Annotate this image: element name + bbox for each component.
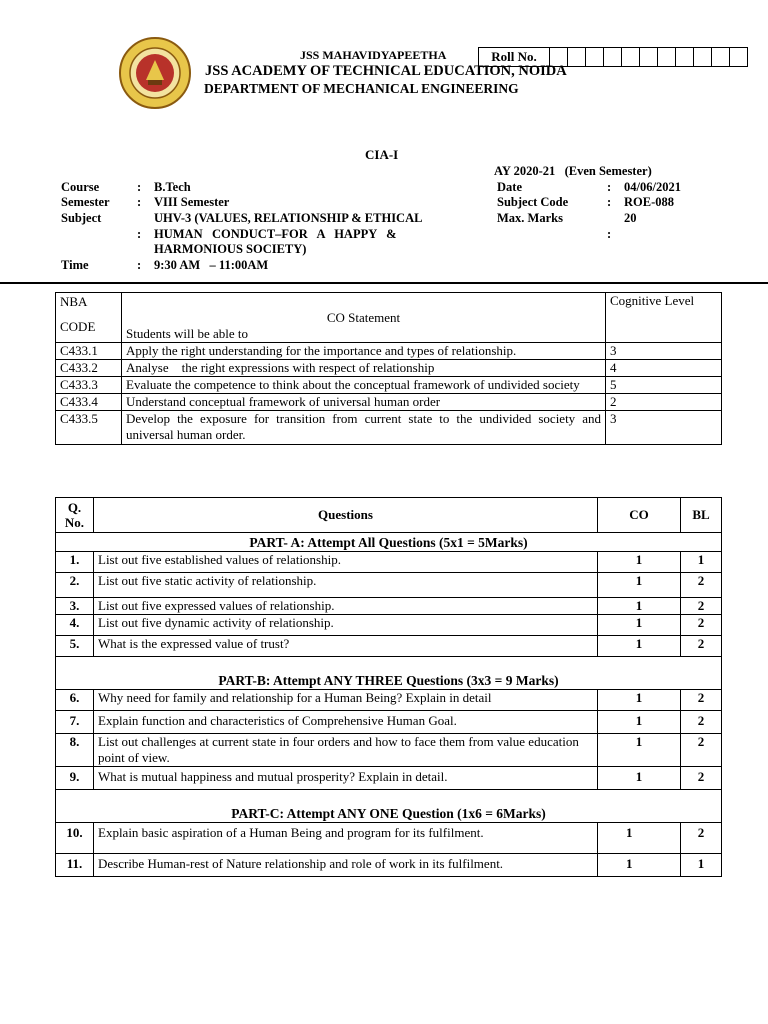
question-text: List out five dynamic activity of relationship. xyxy=(94,615,598,636)
question-number: 1. xyxy=(56,552,94,573)
co-level: 3 xyxy=(606,411,722,445)
questions-header: Questions xyxy=(94,498,598,533)
question-bl: 2 xyxy=(681,598,722,615)
table-row xyxy=(56,394,722,411)
question-text: Explain basic aspiration of a Human Being and program for its fulfilment. xyxy=(94,823,598,854)
divider xyxy=(0,282,768,284)
table-row xyxy=(56,411,722,445)
org-name: JSS MAHAVIDYAPEETHA xyxy=(300,48,447,62)
exam-title: CIA-I xyxy=(365,147,399,162)
question-text: What is the expressed value of trust? xyxy=(94,636,598,657)
question-text: List out five static activity of relationship. xyxy=(94,573,598,598)
question-co: 1 xyxy=(598,690,681,711)
question-co: 1 xyxy=(598,573,681,598)
co-code: C433.1 xyxy=(56,343,122,360)
question-text: List out five established values of relationship. xyxy=(94,552,598,573)
co-code: C433.5 xyxy=(56,411,122,445)
table-row xyxy=(56,734,722,767)
table-row xyxy=(56,690,722,711)
question-text: Describe Human-rest of Nature relationship and role of work in its fulfilment. xyxy=(94,854,598,877)
date-value: 04/06/2021 xyxy=(624,180,681,194)
question-bl: 2 xyxy=(681,734,722,767)
question-bl: 2 xyxy=(681,690,722,711)
part-a-row xyxy=(56,533,722,552)
co-level: 5 xyxy=(606,377,722,394)
subject-code-value: ROE-088 xyxy=(624,195,674,209)
table-row xyxy=(56,377,722,394)
max-marks-value: 20 xyxy=(624,211,637,225)
qno-header: Q. No. xyxy=(56,498,94,533)
question-number: 8. xyxy=(56,734,94,767)
time-value: 9:30 AM – 11:00AM xyxy=(154,258,269,272)
subject-line-2: HUMAN CONDUCT–FOR A HAPPY & xyxy=(154,227,397,241)
co-table xyxy=(55,292,722,445)
part-a-heading: PART- A: Attempt All Questions (5x1 = 5Marks) xyxy=(56,533,722,552)
co-table-header xyxy=(56,293,722,343)
table-row xyxy=(56,343,722,360)
roll-label: Roll No. xyxy=(479,48,550,66)
table-row xyxy=(56,598,722,615)
bl-header: BL xyxy=(681,498,722,533)
question-number: 9. xyxy=(56,767,94,790)
question-co: 1 xyxy=(598,615,681,636)
co-text: Analyse the right expressions with respect of relationship xyxy=(122,360,606,377)
question-bl: 2 xyxy=(681,636,722,657)
question-number: 5. xyxy=(56,636,94,657)
colon: : xyxy=(137,258,142,272)
semester-label: Semester xyxy=(61,195,110,209)
question-bl: 2 xyxy=(681,767,722,790)
table-row xyxy=(56,711,722,734)
question-text: List out challenges at current state in four orders and how to face them from value education point of view. xyxy=(94,734,598,767)
question-co: 1 xyxy=(598,636,681,657)
date-label: Date xyxy=(497,180,522,194)
part-b-row xyxy=(56,657,722,690)
question-number: 11. xyxy=(56,854,94,877)
question-number: 10. xyxy=(56,823,94,854)
question-text: List out five expressed values of relationship. xyxy=(94,598,598,615)
co-subheader: Students will be able to xyxy=(126,326,249,341)
co-header: CO xyxy=(598,498,681,533)
colon: : xyxy=(607,195,612,209)
co-text: Apply the right understanding for the importance and types of relationship. xyxy=(122,343,606,360)
question-table-header xyxy=(56,498,722,533)
question-number: 2. xyxy=(56,573,94,598)
question-number: 6. xyxy=(56,690,94,711)
co-level: 4 xyxy=(606,360,722,377)
code-header: CODE xyxy=(60,319,96,334)
co-level: 3 xyxy=(606,343,722,360)
part-b-heading: PART-B: Attempt ANY THREE Questions (3x3 = 9 Marks) xyxy=(56,657,722,690)
table-row xyxy=(56,854,722,877)
question-bl: 1 xyxy=(681,552,722,573)
max-marks-label: Max. Marks xyxy=(497,211,563,225)
subject-line-3: HARMONIOUS SOCIETY) xyxy=(154,242,307,256)
co-text: Understand conceptual framework of universal human order xyxy=(122,394,606,411)
co-statement-header: CO Statement xyxy=(326,310,401,325)
co-text: Develop the exposure for transition from current state to the undivided society and universal human order. xyxy=(122,411,606,445)
colon: : xyxy=(137,227,142,241)
question-co: 1 xyxy=(598,734,681,767)
table-row xyxy=(56,573,722,598)
question-co: 1 xyxy=(598,598,681,615)
question-text: What is mutual happiness and mutual prosperity? Explain in detail. xyxy=(94,767,598,790)
subject-line-1: UHV-3 (VALUES, RELATIONSHIP & ETHICAL xyxy=(154,211,423,225)
college-name: JSS ACADEMY OF TECHNICAL EDUCATION, NOIDA xyxy=(205,63,567,79)
table-row xyxy=(56,360,722,377)
co-text: Evaluate the competence to think about the conceptual framework of undivided society xyxy=(122,377,606,394)
question-table xyxy=(55,497,722,877)
question-text: Why need for family and relationship for a Human Being? Explain in detail xyxy=(94,690,598,711)
college-logo-icon xyxy=(118,36,192,110)
department-name: DEPARTMENT OF MECHANICAL ENGINEERING xyxy=(204,81,519,96)
colon: : xyxy=(607,180,612,194)
part-c-row xyxy=(56,790,722,823)
nba-header: NBA xyxy=(60,294,88,309)
colon: : xyxy=(137,195,142,209)
academic-year: AY 2020-21 (Even Semester) xyxy=(494,164,652,178)
question-bl: 2 xyxy=(681,823,722,854)
question-co: 1 xyxy=(598,711,681,734)
question-co: 1 xyxy=(598,823,681,854)
question-number: 3. xyxy=(56,598,94,615)
co-code: C433.2 xyxy=(56,360,122,377)
question-bl: 2 xyxy=(681,573,722,598)
course-value: B.Tech xyxy=(154,180,191,194)
co-code: C433.3 xyxy=(56,377,122,394)
question-bl: 2 xyxy=(681,615,722,636)
question-number: 7. xyxy=(56,711,94,734)
co-code: C433.4 xyxy=(56,394,122,411)
question-number: 4. xyxy=(56,615,94,636)
colon: : xyxy=(137,180,142,194)
time-label: Time xyxy=(61,258,89,272)
table-row xyxy=(56,552,722,573)
subject-label: Subject xyxy=(61,211,102,225)
colon: : xyxy=(607,227,612,241)
subject-code-label: Subject Code xyxy=(497,195,569,209)
question-bl: 1 xyxy=(681,854,722,877)
course-label: Course xyxy=(61,180,100,194)
table-row xyxy=(56,767,722,790)
table-row xyxy=(56,823,722,854)
semester-value: VIII Semester xyxy=(154,195,230,209)
co-level: 2 xyxy=(606,394,722,411)
part-c-heading: PART-C: Attempt ANY ONE Question (1x6 = 6Marks) xyxy=(56,790,722,823)
question-bl: 2 xyxy=(681,711,722,734)
question-co: 1 xyxy=(598,854,681,877)
question-co: 1 xyxy=(598,552,681,573)
question-text: Explain function and characteristics of Comprehensive Human Goal. xyxy=(94,711,598,734)
question-co: 1 xyxy=(598,767,681,790)
table-row xyxy=(56,615,722,636)
cognitive-level-header: Cognitive Level xyxy=(606,293,722,343)
table-row xyxy=(56,636,722,657)
